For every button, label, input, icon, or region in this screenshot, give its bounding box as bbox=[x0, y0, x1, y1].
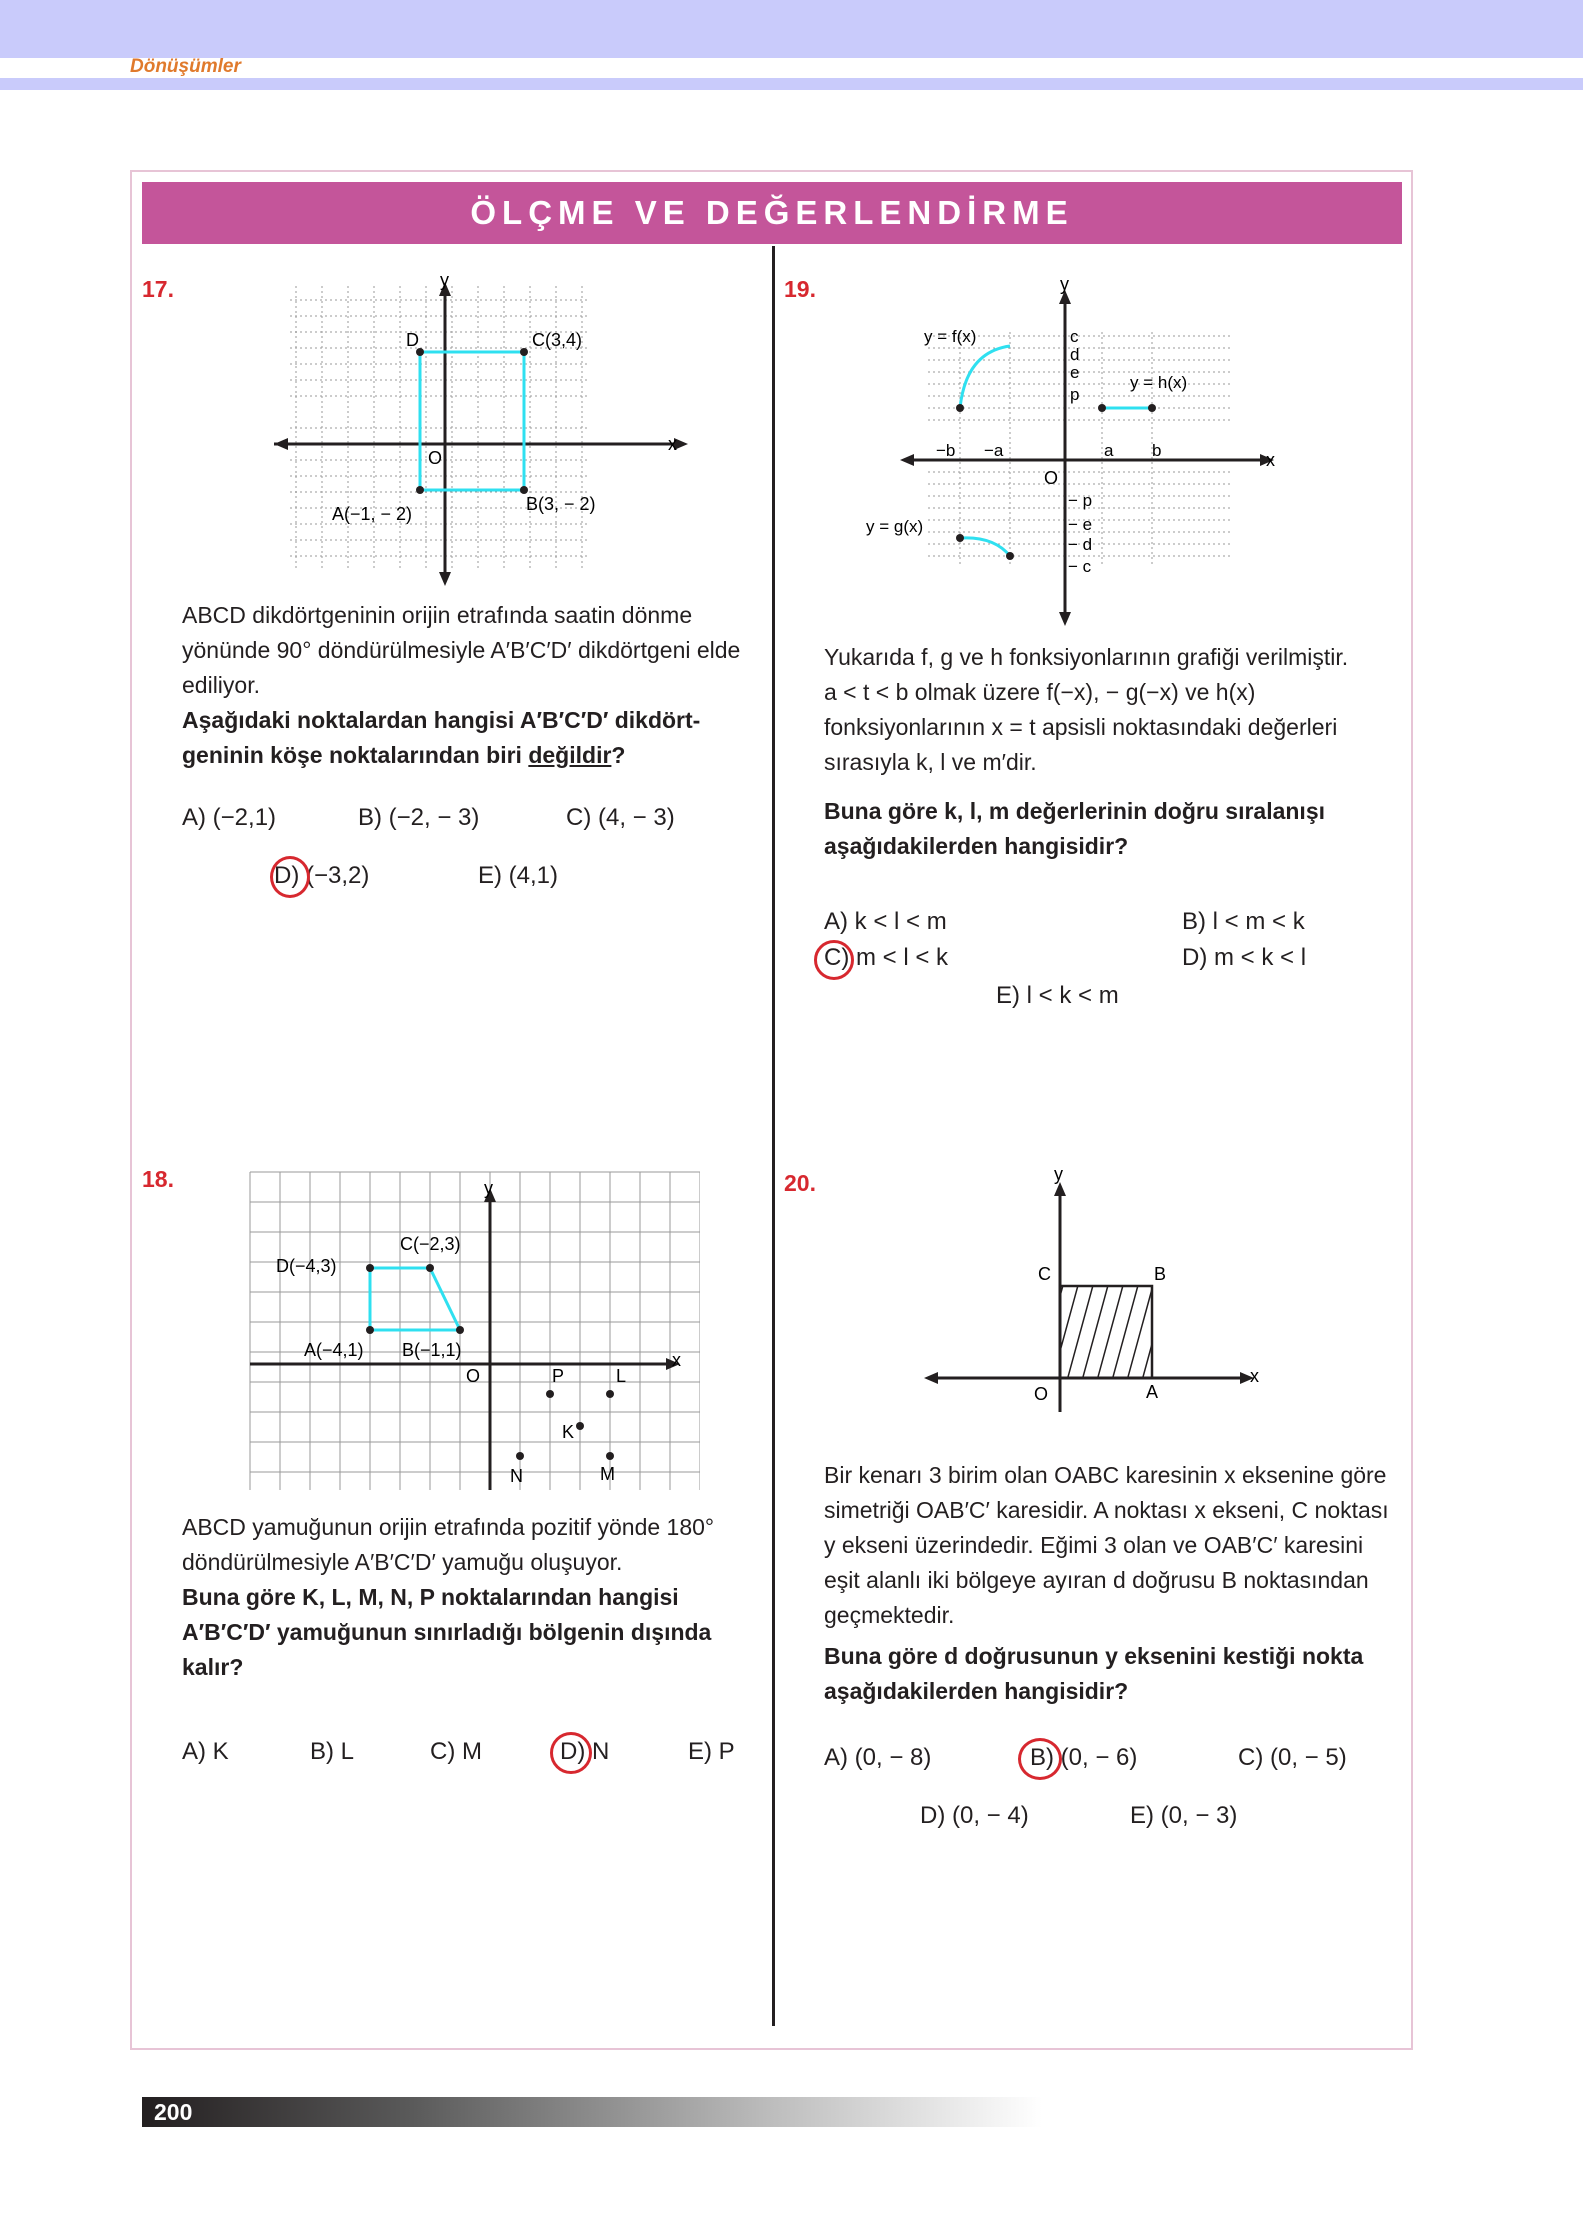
q19-curve-f bbox=[960, 346, 1010, 408]
q18-statement: ABCD yamuğunun orijin etrafında pozitif yönde 180° döndürülmesiyle A′B′C′D′ yamuğu oluşuyor. bbox=[182, 1514, 715, 1575]
q19-question: Buna göre k, l, m değerlerinin doğru sıralanışı aşağıdakilerden hangisidir? bbox=[824, 798, 1326, 859]
q17-option-b[interactable]: B) (−2, − 3) bbox=[358, 804, 480, 831]
q20-label-c: C bbox=[1038, 1264, 1051, 1284]
q19-label-neg-e: − e bbox=[1068, 515, 1093, 534]
q17-label-y: y bbox=[440, 270, 449, 290]
q19-x-arrow-left bbox=[900, 454, 914, 466]
q20-option-c[interactable]: C) (0, − 5) bbox=[1238, 1744, 1347, 1771]
q17-question bbox=[182, 703, 762, 773]
header-stripe bbox=[0, 78, 1583, 90]
q18-answer-mark bbox=[550, 1732, 592, 1774]
question-19-number: 19. bbox=[784, 276, 816, 302]
q18-label-x: x bbox=[672, 1350, 681, 1370]
q20-body bbox=[824, 1458, 1404, 1709]
q17-point-b bbox=[520, 486, 528, 494]
q19-statement-3: fonksiyonlarının x = t apsisli noktasındaki değerleri sırasıyla k, l ve m′dir. bbox=[824, 714, 1338, 775]
q20-label-x: x bbox=[1250, 1366, 1259, 1386]
question-20-number: 20. bbox=[784, 1170, 816, 1196]
q17-question-text: Aşağıdaki noktalardan hangisi A′B′C′D′ dikdörtgeninin köşe noktalarından biri bbox=[182, 707, 701, 768]
question-18-number: 18. bbox=[142, 1166, 174, 1192]
q17-graph bbox=[260, 270, 700, 590]
q19-statement-1: Yukarıda f, g ve h fonksiyonlarının grafiği verilmiştir. bbox=[824, 644, 1349, 670]
q19-label-e: e bbox=[1070, 363, 1080, 382]
q17-body bbox=[182, 598, 762, 773]
q18-graph bbox=[240, 1164, 700, 1504]
q18-point-l bbox=[606, 1390, 614, 1398]
q18-label-c: C(−2,3) bbox=[400, 1234, 461, 1254]
q18-question: Buna göre K, L, M, N, P noktalarından hangisi A′B′C′D′ yamuğunun sınırladığı bölgenin dışında kalır? bbox=[182, 1584, 712, 1680]
q18-option-b[interactable]: B) L bbox=[310, 1738, 355, 1765]
q17-y-arrow-down bbox=[439, 572, 451, 586]
q17-point-a bbox=[416, 486, 424, 494]
q19-label-neg-c: − c bbox=[1068, 557, 1092, 576]
q18-point-c bbox=[426, 1264, 434, 1272]
q19-label-neg-p: − p bbox=[1068, 491, 1093, 510]
q19-label-d: d bbox=[1070, 345, 1080, 364]
q19-option-e[interactable]: E) l < k < m bbox=[996, 982, 1119, 1009]
q17-option-a[interactable]: A) (−2,1) bbox=[182, 804, 277, 831]
q18-option-e[interactable]: E) P bbox=[688, 1738, 735, 1765]
q17-label-x: x bbox=[668, 434, 677, 454]
q20-option-a[interactable]: A) (0, − 8) bbox=[824, 1744, 932, 1771]
q19-y-arrow-down bbox=[1059, 612, 1071, 626]
q19-label-c: c bbox=[1070, 327, 1079, 346]
q18-point-m bbox=[606, 1452, 614, 1460]
q17-option-c[interactable]: C) (4, − 3) bbox=[566, 804, 675, 831]
q20-label-o: O bbox=[1034, 1384, 1049, 1404]
q19-label-y: y bbox=[1060, 274, 1069, 294]
q18-label-n: N bbox=[510, 1466, 523, 1486]
q19-point-h-left bbox=[1098, 404, 1106, 412]
q19-label-f: y = f(x) bbox=[924, 327, 977, 346]
q18-option-c[interactable]: C) M bbox=[430, 1738, 482, 1765]
q20-label-a: A bbox=[1146, 1382, 1159, 1402]
q19-point-h-right bbox=[1148, 404, 1156, 412]
q17-question-end: ? bbox=[611, 742, 626, 768]
q19-label-o: O bbox=[1044, 468, 1059, 488]
q19-label-h: y = h(x) bbox=[1130, 373, 1188, 392]
q17-rectangle bbox=[420, 352, 524, 490]
q20-statement: Bir kenarı 3 birim olan OABC karesinin x eksenine göre simetriği OAB′C′ karesidir. A noktası x ekseni, C noktası y ekseni üzerindedir. Eğimi 3 olan ve OAB′C′ karesini eşit alanlı iki bölgeye ayıran d doğrusu B noktasından geçmektedir. bbox=[824, 1462, 1389, 1628]
q19-label-g: y = g(x) bbox=[866, 517, 924, 536]
q17-x-arrow-left bbox=[274, 438, 288, 450]
section-banner: ÖLÇME VE DEĞERLENDİRME bbox=[142, 182, 1402, 244]
q18-point-b bbox=[456, 1326, 464, 1334]
q20-option-d[interactable]: D) (0, − 4) bbox=[920, 1802, 1029, 1829]
q17-option-e[interactable]: E) (4,1) bbox=[478, 862, 559, 889]
q17-label-a: A(−1, − 2) bbox=[332, 504, 413, 524]
q19-label-b: b bbox=[1152, 441, 1162, 460]
q20-hatching bbox=[1035, 1278, 1170, 1388]
q17-label-o: O bbox=[428, 448, 443, 468]
q19-label-p: p bbox=[1070, 385, 1080, 404]
q17-question-underline: değildir bbox=[528, 742, 612, 768]
q19-graph bbox=[860, 274, 1290, 634]
q19-point-g-left bbox=[956, 534, 964, 542]
question-17-number: 17. bbox=[142, 276, 174, 302]
q19-option-a[interactable]: A) k < l < m bbox=[824, 908, 947, 935]
q19-option-b[interactable]: B) l < m < k bbox=[1182, 908, 1305, 935]
q19-curve-g bbox=[960, 538, 1010, 556]
q17-option-d[interactable]: D) (−3,2) bbox=[274, 862, 370, 889]
q18-trapezoid bbox=[370, 1268, 460, 1330]
q19-label-x: x bbox=[1266, 450, 1275, 470]
q20-y-arrow bbox=[1054, 1182, 1066, 1196]
q19-statement-2: a < t < b olmak üzere f(−x), − g(−x) ve h(x) bbox=[824, 679, 1256, 705]
q17-grid bbox=[290, 286, 590, 570]
chapter-title: Dönüşümler bbox=[130, 56, 241, 77]
q18-option-a[interactable]: A) K bbox=[182, 1738, 229, 1765]
q18-point-d bbox=[366, 1264, 374, 1272]
q18-label-a: A(−4,1) bbox=[304, 1340, 364, 1360]
q19-label-neg-a: −a bbox=[984, 441, 1004, 460]
q20-graph bbox=[920, 1168, 1270, 1418]
q18-point-k bbox=[576, 1422, 584, 1430]
q18-label-k: K bbox=[562, 1422, 575, 1442]
q18-label-p: P bbox=[552, 1366, 565, 1386]
q19-label-neg-d: − d bbox=[1068, 535, 1093, 554]
q17-label-b: B(3, − 2) bbox=[526, 494, 596, 514]
q17-answer-mark bbox=[270, 856, 310, 898]
q19-option-c[interactable]: C) m < l < k bbox=[824, 944, 949, 971]
q18-body bbox=[182, 1510, 762, 1685]
q19-point-g-right bbox=[1006, 552, 1014, 560]
q17-point-c bbox=[520, 348, 528, 356]
q19-label-a: a bbox=[1104, 441, 1114, 460]
q20-option-e[interactable]: E) (0, − 3) bbox=[1130, 1802, 1238, 1829]
q18-option-d[interactable]: D) N bbox=[560, 1738, 610, 1765]
q18-label-b: B(−1,1) bbox=[402, 1340, 462, 1360]
q19-body bbox=[824, 640, 1404, 864]
q20-option-b[interactable]: B) (0, − 6) bbox=[1030, 1744, 1138, 1771]
q20-question: Buna göre d doğrusunun y eksenini kestiği nokta aşağıdakilerden hangisidir? bbox=[824, 1643, 1364, 1704]
q20-label-b: B bbox=[1154, 1264, 1167, 1284]
q19-option-d[interactable]: D) m < k < l bbox=[1182, 944, 1307, 971]
q18-grid bbox=[250, 1172, 700, 1490]
q18-label-o: O bbox=[466, 1366, 481, 1386]
q17-statement: ABCD dikdörtgeninin orijin etrafında saatin dönme yönünde 90° döndürülmesiyle A′B′C′D′ dikdörtgeni elde ediliyor. bbox=[182, 602, 741, 698]
footer-bar bbox=[142, 2097, 1042, 2127]
q19-point-f-left bbox=[956, 404, 964, 412]
q17-label-d: D bbox=[406, 330, 419, 350]
q18-point-p bbox=[546, 1390, 554, 1398]
q18-label-m: M bbox=[600, 1464, 615, 1484]
column-divider bbox=[772, 246, 775, 2026]
q18-label-l: L bbox=[616, 1366, 627, 1386]
q18-point-a bbox=[366, 1326, 374, 1334]
q18-label-d: D(−4,3) bbox=[276, 1256, 337, 1276]
q20-x-arrow-left bbox=[924, 1372, 938, 1384]
q18-point-n bbox=[516, 1452, 524, 1460]
q19-label-neg-b: −b bbox=[936, 441, 956, 460]
q18-label-y: y bbox=[484, 1178, 493, 1198]
q20-label-y: y bbox=[1054, 1168, 1063, 1184]
q20-answer-mark bbox=[1018, 1738, 1062, 1780]
q19-answer-mark bbox=[814, 940, 854, 980]
header-band bbox=[0, 0, 1583, 58]
page-number: 200 bbox=[154, 2099, 193, 2125]
q17-label-c: C(3,4) bbox=[532, 330, 583, 350]
